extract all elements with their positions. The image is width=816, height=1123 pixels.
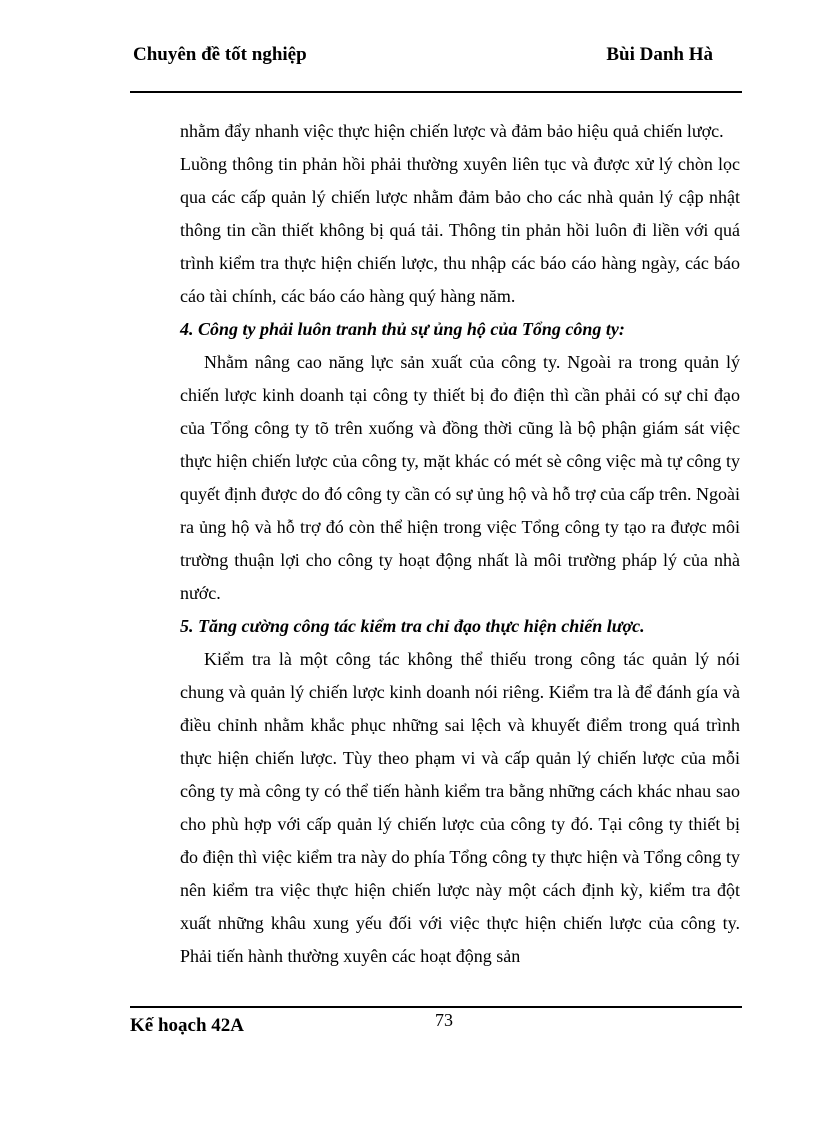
paragraph-continuation: nhằm đẩy nhanh việc thực hiện chiến lược và đảm bảo hiệu quả chiến lược.	[180, 121, 724, 141]
footer-divider	[130, 1006, 742, 1008]
section-heading-4: 4. Công ty phải luôn tranh thủ sự ủng hộ của Tổng công ty:	[180, 319, 625, 339]
page-body	[180, 115, 740, 973]
footer-class-label: Kế hoạch 42A	[130, 1015, 244, 1036]
paragraph-feedback-info: Luồng thông tin phản hồi phải thường xuyên liên tục và được xử lý chòn lọc qua các cấp quản lý chiến lược nhằm đảm bảo cho các nhà quản lý cập nhật thông tin cần thiết không bị quá tải. Thông tin phản hồi luôn đi liền với quá trình kiểm tra thực hiện chiến lược, thu nhập các báo cáo hàng ngày, các báo cáo tài chính, các báo cáo hàng quý hàng năm.	[180, 154, 740, 306]
paragraph-inspection: Kiểm tra là một công tác không thể thiếu trong công tác quản lý nói chung và quản lý chiến lược kinh doanh nói riêng. Kiểm tra là để đánh gía và điều chỉnh nhằm khắc phục những sai lệch và khuyết điểm trong quá trình thực hiện chiến lược. Tùy theo phạm vi và cấp quản lý chiến lược của mỗi công ty mà công ty có thể tiến hành kiểm tra bằng những cách khác nhau sao cho phù hợp với cấp quản lý chiến lược của công ty đó. Tại công ty thiết bị đo điện thì việc kiểm tra này do phía Tổng công ty thực hiện và Tổng công ty nên kiểm tra việc thực hiện chiến lược này một cách định kỳ, kiểm tra đột xuất những khâu xung yếu đối với việc thực hiện chiến lược của công ty. Phải tiến hành thường xuyên các hoạt động sản	[180, 649, 740, 966]
page-header	[133, 44, 713, 70]
paragraph-corporate-support: Nhằm nâng cao năng lực sản xuất của công ty. Ngoài ra trong quản lý chiến lược kinh doanh tại công ty thiết bị đo điện thì cần phải có sự chỉ đạo của Tổng công ty tõ trên xuống và đồng thời cũng là bộ phận giám sát việc thực hiện chiến lược của công ty, mặt khác có mét sè công việc mà tự công ty quyết định được do đó công ty cần có sự ủng hộ và hỗ trợ của cấp trên. Ngoài ra ủng hộ và hỗ trợ đó còn thể hiện trong việc Tổng công ty tạo ra được môi trường thuận lợi cho công ty hoạt động nhất là môi trường pháp lý của nhà nước.	[180, 352, 740, 603]
page-number: 73	[435, 1010, 453, 1030]
header-divider	[130, 91, 742, 93]
section-heading-5: 5. Tăng cường công tác kiểm tra chỉ đạo thực hiện chiến lược.	[180, 616, 645, 636]
header-document-title: Chuyên đề tốt nghiệp	[133, 44, 307, 65]
header-author: Bùi Danh Hà	[606, 44, 713, 65]
